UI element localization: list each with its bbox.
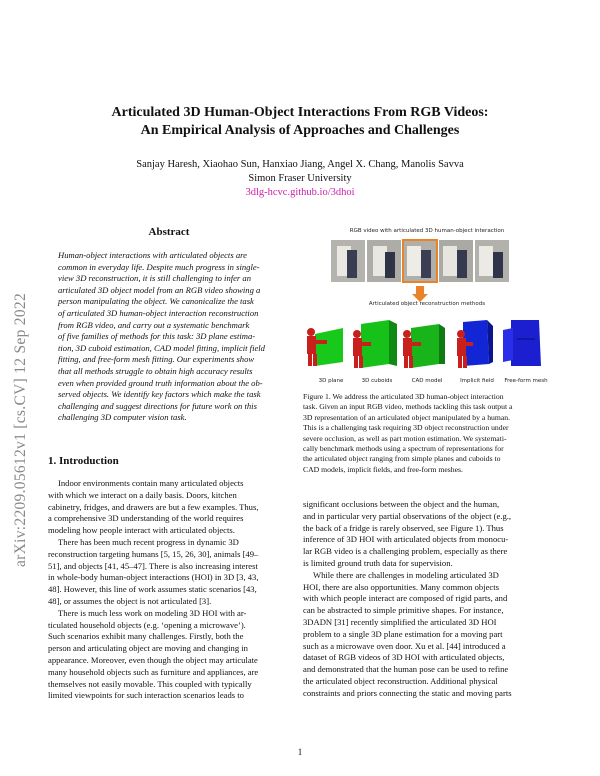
body-line: with which we interact on a daily basis. Doors, kitchen — [48, 489, 237, 500]
abstract-heading: Abstract — [148, 226, 190, 238]
body-line: many household objects such as furniture and appliances, are — [48, 666, 259, 677]
figure-middle-label: Articulated object reconstruction methods — [368, 301, 486, 307]
abstract-line: challenging 3D computer vision task. — [58, 412, 187, 423]
abstract-line: view 3D reconstruction, it is still challenging to infer an — [58, 273, 252, 284]
body-line: such as a microwave oven door. Xu et al. [44] introduced a — [303, 640, 506, 651]
body-line: 48]. However, this line of work assumes static scenarios [43, — [48, 584, 257, 595]
method-label-cad-model: CAD model — [411, 378, 443, 384]
abstract-line: from RGB video, and carry out a systematic benchmark — [58, 319, 250, 330]
caption-line: This is a challenging task requiring 3D object reconstruction under — [303, 423, 509, 433]
body-line: While there are challenges in modeling articulated 3D — [313, 569, 499, 580]
down-arrow-icon — [412, 286, 428, 302]
paper-title-line1: Articulated 3D Human-Object Interactions From RGB Videos: — [111, 105, 489, 120]
body-line: person and articulating object are moving and changing in — [48, 643, 248, 654]
body-line: themselves not easily movable. This coupled with typically — [48, 678, 252, 689]
body-line: constraints and priors connecting the static and moving parts — [303, 687, 512, 698]
body-line: 51], and objects [41, 45–47]. There is also increasing interest — [48, 560, 258, 571]
abstract-line: fitting, and free-form mesh fitting. Our experiments show — [58, 354, 255, 365]
body-line: can be abstracted to simple primitive shapes. For instance, — [303, 605, 504, 616]
caption-line: task. Given an input RGB video, methods tackling this task output a — [303, 402, 513, 412]
body-line: Indoor environments contain many articulated objects — [58, 478, 244, 488]
caption-line: 3D representation of an articulated object manipulated by a human. — [303, 412, 511, 422]
body-line: appearance. Moreover, even though the object may articulate — [48, 654, 258, 665]
method-label-free-form-mesh: Free-form mesh — [504, 378, 548, 384]
paper-title-line2: An Empirical Analysis of Approaches and Challenges — [140, 123, 460, 138]
figure-1-caption — [303, 392, 551, 475]
abstract-line: even when provided ground truth information about the ob- — [58, 377, 263, 388]
caption-line: CAD models, implicit fields, and free-form meshes. — [303, 464, 463, 474]
introduction-right-column — [303, 499, 551, 700]
author-list: Sanjay Haresh, Xiaohao Sun, Hanxiao Jiang, Angel X. Chang, Manolis Savva — [136, 159, 464, 170]
figure-top-label: RGB video with articulated 3D human-object interaction — [349, 228, 505, 234]
body-line: significant occlusions between the object and the human, — [303, 499, 500, 509]
introduction-heading: 1. Introduction — [48, 455, 119, 467]
body-line: problem to a single 3D plane estimation for a moving part — [303, 628, 503, 639]
figure-illustration — [303, 236, 551, 388]
method-label-3d-plane: 3D plane — [318, 378, 344, 384]
abstract-line: common in everyday life. Despite much progress in single- — [58, 261, 260, 272]
page-number: 1 — [297, 747, 303, 757]
abstract-line: of articulated 3D human-object interaction reconstruction — [58, 307, 259, 318]
body-line: 48], or assumes the object is not articulated [3]. — [48, 595, 212, 606]
body-line: in whole-body human-object interactions (HOI) in 3D [3, 43, — [48, 572, 259, 583]
body-line: There is much less work on modeling 3D HOI with ar- — [58, 607, 247, 618]
arxiv-identifier: arXiv:2209.05612v1 [cs.CV] 12 Sep 2022 — [12, 292, 29, 568]
body-line: ticulated household objects (e.g. ‘opening a microwave’). — [48, 619, 246, 630]
abstract-line: Human-object interactions with articulated objects are — [58, 250, 247, 260]
abstract-line: that all methods struggle to obtain high accuracy results — [58, 365, 253, 376]
body-line: There has been much recent progress in dynamic 3D — [58, 536, 239, 547]
method-label-3d-cuboids: 3D cuboids — [361, 378, 393, 384]
body-line: with which people interact are composed of rigid parts, and — [303, 593, 508, 604]
abstract-line: articulated 3D object model from an RGB video showing a — [58, 284, 261, 295]
abstract-line: tion, 3D cuboid estimation, CAD model fitting, implicit field — [58, 342, 265, 353]
body-line: reconstruction targeting humans [5, 15, 26, 30], animals [49– — [48, 548, 259, 559]
body-line: lar RGB video is a challenging problem, especially as there — [303, 546, 508, 557]
body-line: dataset of RGB videos of 3D HOI with articulated objects, — [303, 652, 505, 663]
video-frames — [331, 240, 509, 282]
caption-line: cally benchmark methods using a spectrum of representations for — [303, 444, 504, 454]
method-label-implicit-field: Implicit field — [460, 378, 494, 384]
body-line: Such scenarios exhibit many challenges. Firstly, both the — [48, 631, 244, 642]
body-line: is limited ground truth data for supervision. — [303, 557, 453, 568]
introduction-left-column — [48, 478, 290, 702]
abstract-line: served objects. We identify key factors which make the task — [58, 389, 261, 400]
body-line: and in particular very partial observations of the object (e.g., — [303, 510, 512, 521]
body-line: 3DADN [31] recently simplified the articulated 3D HOI — [303, 616, 497, 627]
body-line: HOI, there are also opportunities. Many common objects — [303, 581, 499, 592]
body-line: modeling how people interact with articulated objects. — [48, 525, 235, 536]
method-renders — [307, 320, 541, 368]
caption-line: Figure 1. We address the articulated 3D human-object interaction — [303, 392, 504, 401]
body-line: inference of 3D HOI with articulated objects from monocu- — [303, 534, 509, 545]
body-line: and demonstrated that the human pose can be used to refine — [303, 664, 509, 675]
body-line: cabinetry, fridges, and drawers are but a few examples. Thus, — [48, 501, 259, 512]
caption-line: the articulated object ranging from simple planes and cuboids to — [303, 454, 501, 464]
body-line: the back of a fridge is rarely observed, see Figure 1). Thus — [303, 522, 504, 533]
body-line: a comprehensive 3D understanding of the world requires — [48, 513, 244, 524]
body-line: the articulated object reconstruction. Additional physical — [303, 675, 498, 686]
abstract-line: person manipulating the object. We canonicalize the task — [58, 296, 254, 307]
project-link[interactable]: 3dlg-hcvc.github.io/3dhoi — [245, 187, 355, 198]
affiliation: Simon Fraser University — [248, 173, 352, 184]
abstract-body — [48, 250, 290, 424]
figure-1 — [303, 228, 551, 388]
caption-line: severe occlusion, as well as part motion estimation. We systemati- — [303, 433, 507, 443]
body-line: limited viewpoints for such interaction scenarios leads to — [48, 690, 244, 701]
abstract-line: challenging and suggest directions for future work on this — [58, 400, 257, 411]
arxiv-sidebar-stamp — [8, 195, 34, 665]
abstract-line: of five families of methods for this task: 3D plane estima- — [58, 331, 256, 342]
